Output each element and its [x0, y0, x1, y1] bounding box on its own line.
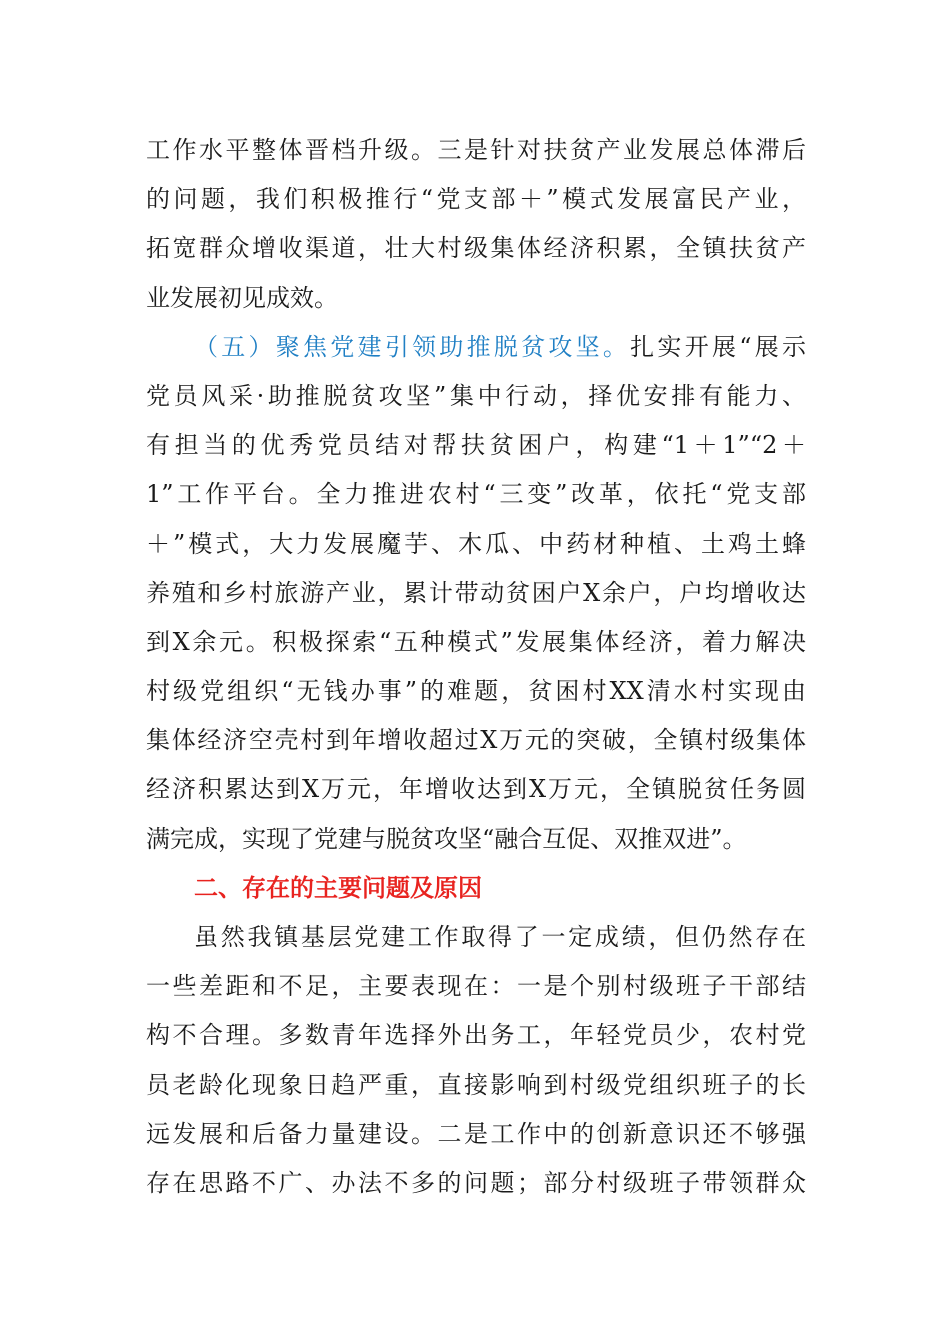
para1-line: 的问题，我们积极推行“党支部＋”模式发展富民产业，: [146, 185, 806, 214]
para1-line: 拓宽群众增收渠道，壮大村级集体经济积累，全镇扶贫产: [146, 234, 806, 263]
section5-line: 党员风采·助推脱贫攻坚”集中行动，择优安排有能力、: [146, 381, 806, 410]
section2-line: 构不合理。多数青年选择外出务工，年轻党员少，农村党: [146, 1021, 806, 1050]
para1-line: 业发展初见成效。: [146, 283, 338, 312]
para1-line: 工作水平整体晋档升级。三是针对扶贫产业发展总体滞后: [146, 136, 806, 164]
section5-line: 养殖和乡村旅游产业，累计带动贫困户X余户，户均增收达: [146, 578, 806, 607]
section5-line: 集体经济空壳村到年增收超过X万元的突破，全镇村级集体: [146, 726, 806, 755]
section5-line: 到X余元。积极探索“五种模式”发展集体经济，着力解决: [146, 627, 806, 656]
section5-line: 有担当的优秀党员结对帮扶贫困户，构建“1＋1”“2＋: [146, 431, 806, 460]
section5-line: ＋”模式，大力发展魔芋、木瓜、中药材种植、土鸡土蜂: [146, 529, 806, 558]
section5-line: 村级党组织“无钱办事”的难题，贫困村XX清水村实现由: [146, 677, 806, 706]
section5-line: 满完成，实现了党建与脱贫攻坚“融合互促、双推双进”。: [146, 824, 747, 853]
section2-line: 远发展和后备力量建设。二是工作中的创新意识还不够强: [146, 1119, 806, 1148]
section2-line: 虽然我镇基层党建工作取得了一定成绩，但仍然存在: [194, 923, 806, 951]
section5-first-line: [146, 323, 806, 372]
section5-heading: （五）聚焦党建引领助推脱贫攻坚。: [194, 332, 631, 361]
section2-line: 存在思路不广、办法不多的问题；部分村级班子带领群众: [146, 1168, 806, 1197]
section2-heading: 二、存在的主要问题及原因: [194, 873, 482, 902]
section5-line: 1”工作平台。全力推进农村“三变”改革，依托“党支部: [146, 480, 806, 509]
section2-line: 一些差距和不足，主要表现在：一是个别村级班子干部结: [146, 972, 806, 1001]
document-body: [146, 126, 806, 1208]
section5-line: 经济积累达到X万元，年增收达到X万元，全镇脱贫任务圆: [146, 775, 806, 804]
section5-first-line-rest: 扎实开展“展示: [630, 332, 807, 361]
section2-line: 员老龄化现象日趋严重，直接影响到村级党组织班子的长: [146, 1070, 806, 1099]
